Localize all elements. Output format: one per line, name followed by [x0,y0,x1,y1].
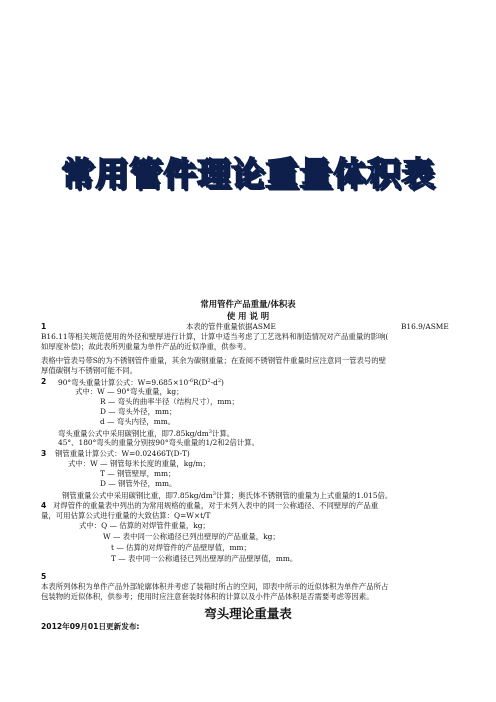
section-3-number: 3 [41,449,47,458]
section-3-note: 钢管重量公式中采用碳钢比重，即$7.85kg/dm^3$计算；奥氏体不锈钢管的重量为上式重量的1.015倍。 [62,491,393,500]
section-3-var-d: D — 钢管外径，mm。 [100,479,177,488]
section-3-where: 式中：W — 钢管每米长度的重量，kg/m； [68,459,210,468]
section-2-var-d: d — 弯头内径，mm。 [100,417,176,426]
section-4-var-w: W — 表中同一公称通径已列出壁厚的产品重量，kg； [103,532,280,541]
update-date: 2012年09月01日更新发布: [41,622,140,631]
section-1-line-2: B16.11等相关规范使用的外径和壁厚进行计算，计算中适当考虑了工艺选料和制造情况对产品重量的影响( [41,332,389,341]
section-2-formula: 90°弯头重量计算公式：$W=9.685\times 10^{-6}R(D^2-d^2)$ [58,378,224,387]
banner-title-text: 常用管件理论重量体积表 [61,154,435,193]
banner-title [0,148,496,195]
section-3-var-t: T — 钢管壁厚，mm； [100,469,176,478]
table-title: 弯头理论重量表 [204,606,292,621]
section-1-line-1b: B16.9/ASME [401,322,449,331]
section-4-number: 4 [41,501,47,510]
section-4-line-2: 量，可用估算公式进行重量的大致估算：Q=W×t/T [41,511,211,520]
section-1-line-3: 如厚度补偿)；故此表所列重量为单件产品的近似净重，供参考。 [41,342,251,351]
section-5-line-2: 包装物的近似体积，供参考；使用时应注意套装时体积的计算以及小件产品体积是否需要考虑等因素。 [41,592,374,601]
section-5-line-1: 本表所列体积为单件产品外部轮廓体积并考虑了装箱时所占的空间，即表中所示的近似体积为单件产品所占 [41,582,389,591]
section-4-var-T: T — 表中同一公称通径已列出壁厚的产品壁厚值，mm。 [111,554,298,563]
section-1-line-5: 厚值碳钢与不锈钢可能不同。 [41,366,138,375]
section-2-var-r: R — 弯头的曲率半径（结构尺寸），mm； [100,397,239,406]
section-2-var-D: D — 弯头外径，mm； [100,407,177,416]
document-title: 常用管件产品重量/体积表 [200,299,296,309]
section-5-number: 5 [41,572,47,581]
document-subtitle: 使 用 说 明 [226,311,270,321]
section-2-note-1: 弯头重量公式中采用碳钢比重，即$7.85kg/dm^3$计算。 [58,429,235,438]
section-2-where: 式中：W — 90°弯头重量，kg； [75,387,184,396]
section-2-number: 2 [41,377,47,386]
section-1-number: 1 [41,322,47,331]
section-3-formula: 钢管重量计算公式：W=0.02466T(D-T) [55,449,190,458]
section-1-line-4: 表格中管表号带S的为不锈钢管件重量，其余为碳钢重量；在查阅不锈钢管件重量时应注意同一管表号的壁 [41,356,387,365]
section-4-where: 式中：Q — 估算的对焊管件重量，kg； [79,521,210,530]
section-4-var-t: t — 估算的对焊管件的产品壁厚值，mm； [111,543,251,552]
section-4-line-1: 对焊管件的重量表中列出的为常用规格的重量，对于未列入表中的同一公称通径、不同壁厚的产品重 [53,501,379,510]
section-1-line-1a: 本表的管件重量依据ASME [186,322,276,331]
section-2-note-2: 45°、180°弯头的重量分别按90°弯头重量的1/2和2倍计算。 [58,438,260,447]
